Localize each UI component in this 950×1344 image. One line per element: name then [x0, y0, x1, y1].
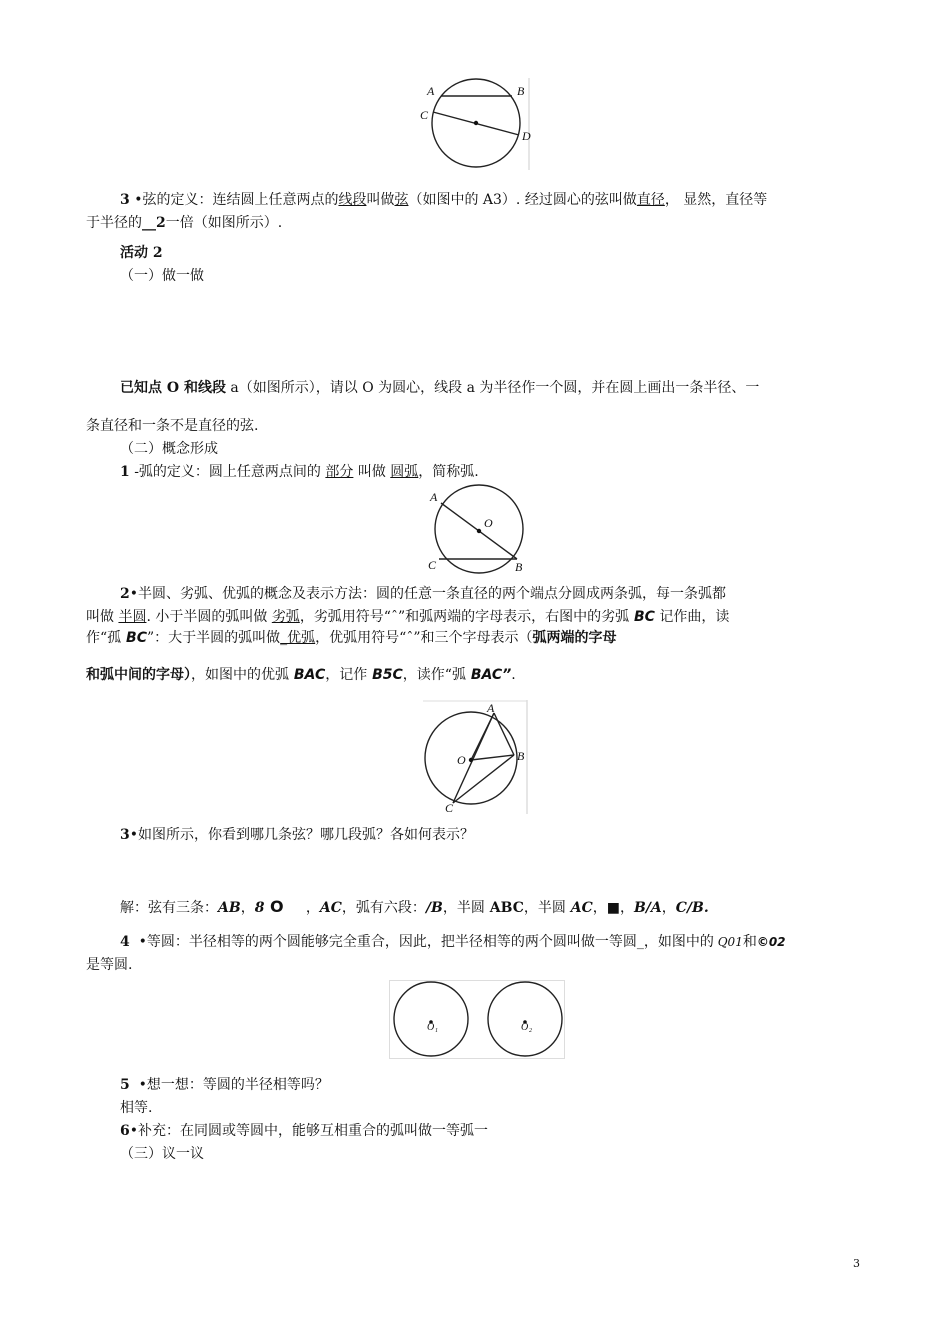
equal-circle-definition: 4 •等圆：半径相等的两个圆能够完全重合，因此，把半径相等的两个圆叫做一等圆_，如图中的 Q01和©02 — [120, 934, 786, 950]
figure-equal-circles — [389, 980, 565, 1060]
label-c: C — [420, 108, 429, 122]
label-b: B — [517, 749, 525, 763]
section-do: （一）做一做 — [120, 268, 204, 284]
semicircle-paragraph-line1: 2•半圆、劣弧、优弧的概念及表示方法：圆的任意一条直径的两个端点分圆成两条弧，每一条弧都 — [120, 586, 727, 602]
label-b: B — [517, 84, 525, 98]
arc-definition: 1 -弧的定义：圆上任意两点间的 部分 叫做 圆弧，简称弧. — [120, 464, 479, 480]
task-line2: 条直径和一条不是直径的弦. — [86, 418, 259, 434]
label-o: O — [457, 753, 466, 767]
label-b: B — [515, 560, 523, 574]
semicircle-paragraph-line2: 叫做 半圆. 小于半圆的弧叫做 劣弧，劣弧用符号“ˆ”和弧两端的字母表示，右图中的劣弧 BC 记作曲，读 — [86, 609, 730, 625]
section-discuss: （三）议一议 — [120, 1146, 204, 1162]
label-o2-sub: 2 — [529, 1028, 532, 1034]
semicircle-paragraph-line4: 和弧中间的字母），如图中的优弧 BAC，记作 B5C，读作“弧 BAC”. — [86, 667, 516, 683]
figure-circle-arc — [427, 483, 532, 575]
figure-circle-chord-diameter — [419, 78, 534, 170]
item-number: 3 — [120, 192, 130, 208]
semicircle-paragraph-line3: 作“孤 BC”：大于半圆的弧叫做_优弧，优弧用符号“ˆ”和三个字母表示（弧两端的字母 — [86, 630, 617, 646]
figure-circle-triangle — [423, 700, 531, 814]
answer-line: 解：弦有三条：AB，8 O ，AC，弧有六段：∕B，半圆 ABC，半圆 AC，■，B∕A，C∕B. — [120, 897, 709, 916]
chord-definition: 3 •弦的定义：连结圆上任意两点的线段叫做弦（如图中的 A3）. 经过圆心的弦叫做直径， 显然，直径等 — [120, 192, 768, 208]
label-c: C — [445, 801, 454, 814]
activity-title: 活动 2 — [120, 245, 163, 261]
supplement-6: 6•补充：在同圆或等圆中，能够互相重合的弧叫做一等弧一 — [120, 1123, 489, 1139]
label-d: D — [522, 129, 531, 143]
question-5: 5 •想一想：等圆的半径相等吗？ — [120, 1077, 329, 1093]
label-o2: O — [521, 1022, 529, 1033]
chord-definition-line2: 于半径的__2一倍（如图所示）. — [86, 215, 283, 231]
label-o1-sub: 1 — [435, 1028, 438, 1034]
label-c: C — [428, 558, 437, 572]
label-o1: O — [427, 1022, 435, 1033]
label-a: A — [430, 490, 438, 504]
task-line1: 已知点 O 和线段 a（如图所示），请以 O 为圆心，线段 a 为半径作一个圆，并在圆上画出一条半径、一 — [120, 380, 760, 396]
label-o: O — [484, 516, 493, 530]
page-number: 3 — [853, 1257, 860, 1270]
label-a: A — [427, 84, 435, 98]
section-concept: （二）概念形成 — [120, 441, 218, 457]
answer-5: 相等. — [120, 1100, 153, 1116]
question-3: 3•如图所示，你看到哪几条弦？哪几段弧？各如何表示？ — [120, 827, 475, 843]
label-a: A — [487, 701, 495, 715]
equal-circle-definition-line2: 是等圆. — [86, 957, 133, 973]
